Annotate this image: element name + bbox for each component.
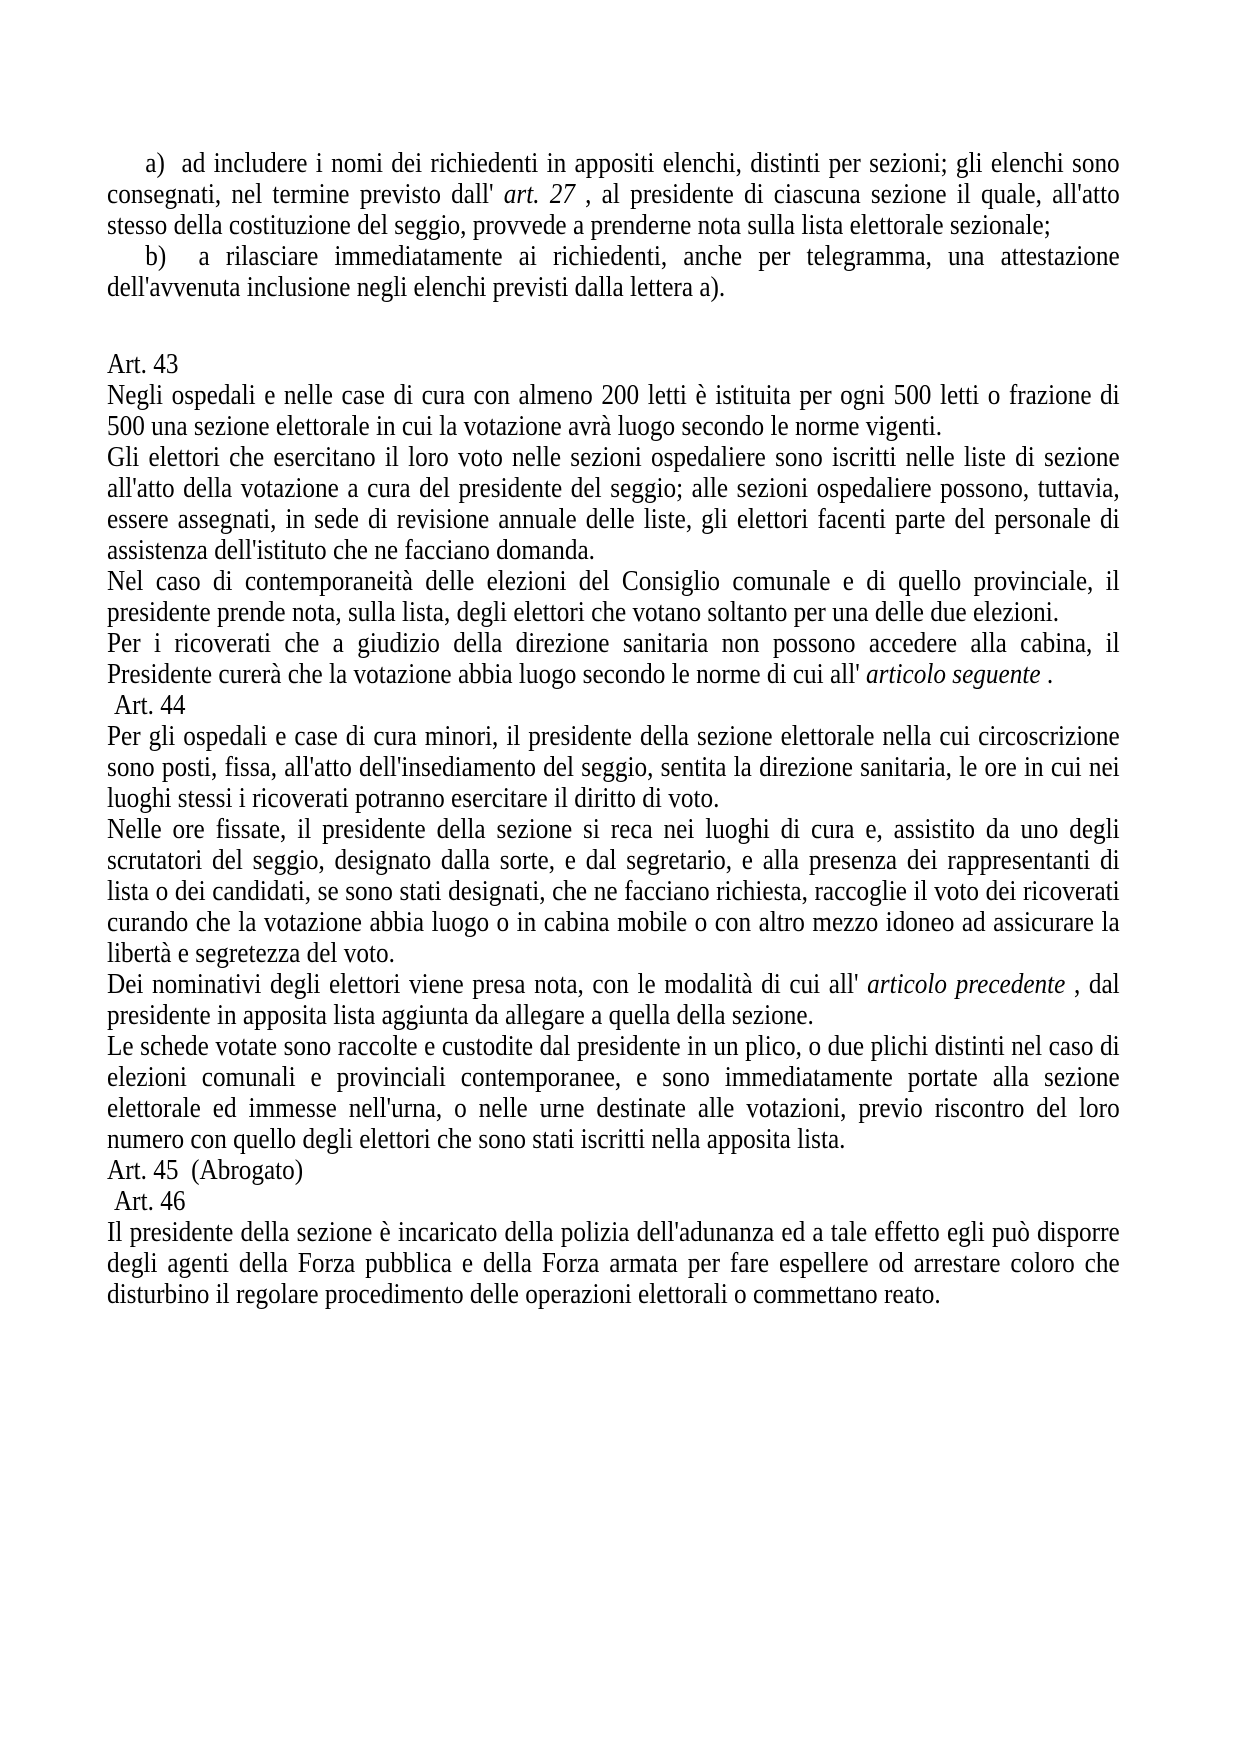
article-heading [107, 349, 1120, 380]
paragraph [107, 380, 1120, 442]
paragraph [107, 814, 1120, 969]
text-run: Dei nominativi degli elettori viene presa nota, con le modalità di cui all' [107, 968, 868, 1000]
article-heading [107, 1155, 1120, 1186]
text-run: Art. 45 (Abrogato) [107, 1154, 304, 1186]
text-run: . [1040, 658, 1054, 690]
text-run: a) ad includere i nomi dei richiedenti in appositi elenchi, distinti per sezioni; gli elenchi sono consegnati, nel termine previsto dall' [107, 147, 1120, 210]
text-run: Per i ricoverati che a giudizio della direzione sanitaria non possono accedere alla cabina, il Presidente curerà che la votazione abbia luogo secondo le norme di cui all' [107, 627, 1120, 690]
document-text [107, 148, 1120, 1310]
text-run: Gli elettori che esercitano il loro voto nelle sezioni ospedaliere sono iscritti nelle liste di sezione all'atto della votazione a cura del presidente del seggio; alle sezioni ospedaliere possono, tuttavia, essere assegnati, in sede di revisione annuale delle liste, gli elettori facenti parte del personale di assistenza dell'istituto che ne facciano domanda. [107, 441, 1120, 566]
text-run: , dal presidente in apposita lista aggiunta da allegare a quella della sezione. [107, 968, 1120, 1031]
list-item [107, 148, 1120, 241]
paragraph [107, 628, 1120, 690]
paragraph [107, 566, 1120, 628]
text-run: Negli ospedali e nelle case di cura con almeno 200 letti è istituita per ogni 500 letti o frazione di 500 una sezione elettorale in cui la votazione avrà luogo secondo le norme vigenti. [107, 379, 1120, 442]
italic-reference: articolo precedente [867, 968, 1066, 1000]
text-run: Art. 43 [107, 348, 179, 380]
italic-reference: art. 27 [503, 178, 575, 210]
paragraph [107, 442, 1120, 566]
paragraph [107, 721, 1120, 814]
text-run: Art. 46 [113, 1185, 186, 1217]
italic-reference: articolo seguente [866, 658, 1041, 690]
text-run: Nelle ore fissate, il presidente della sezione si reca nei luoghi di cura e, assistito da uno degli scrutatori del seggio, designato dalla sorte, e dal segretario, e alla presenza dei rappresentanti di lista o dei candidati, se sono stati designati, che ne facciano richiesta, raccoglie il voto dei ricoverati curando che la votazione abbia luogo o in cabina mobile o con altro mezzo idoneo ad assicurare la libertà e segretezza del voto. [107, 813, 1120, 969]
paragraph [107, 1031, 1120, 1155]
paragraph [107, 969, 1120, 1031]
article-heading [107, 690, 1120, 721]
article-heading [107, 1186, 1120, 1217]
text-run: Le schede votate sono raccolte e custodite dal presidente in un plico, o due plichi distinti nel caso di elezioni comunali e provinciali contemporanee, e sono immediatamente portate alla sezione elettorale ed immesse nell'urna, o nelle urne destinate alle votazioni, previo riscontro del loro numero con quello degli elettori che sono stati iscritti nella apposita lista. [107, 1030, 1120, 1155]
text-run: Art. 44 [113, 689, 186, 721]
list-item [107, 241, 1120, 303]
text-run: , al presidente di ciascuna sezione il quale, all'atto stesso della costituzione del seggio, provvede a prenderne nota sulla lista elettorale sezionale; [107, 178, 1120, 241]
paragraph [107, 1217, 1120, 1310]
text-run: Il presidente della sezione è incaricato della polizia dell'adunanza ed a tale effetto egli può disporre degli agenti della Forza pubblica e della Forza armata per fare espellere od arrestare coloro che disturbino il regolare procedimento delle operazioni elettorali o commettano reato. [107, 1216, 1120, 1310]
text-run: Per gli ospedali e case di cura minori, il presidente della sezione elettorale nella cui circoscrizione sono posti, fissa, all'atto dell'insediamento del seggio, sentita la direzione sanitaria, le ore in cui nei luoghi stessi i ricoverati potranno esercitare il diritto di voto. [107, 720, 1120, 814]
text-run: Nel caso di contemporaneità delle elezioni del Consiglio comunale e di quello provinciale, il presidente prende nota, sulla lista, degli elettori che votano soltanto per una delle due elezioni. [107, 565, 1120, 628]
text-run: b) a rilasciare immediatamente ai richiedenti, anche per telegramma, una attestazione dell'avvenuta inclusione negli elenchi previsti dalla lettera a). [107, 240, 1120, 303]
